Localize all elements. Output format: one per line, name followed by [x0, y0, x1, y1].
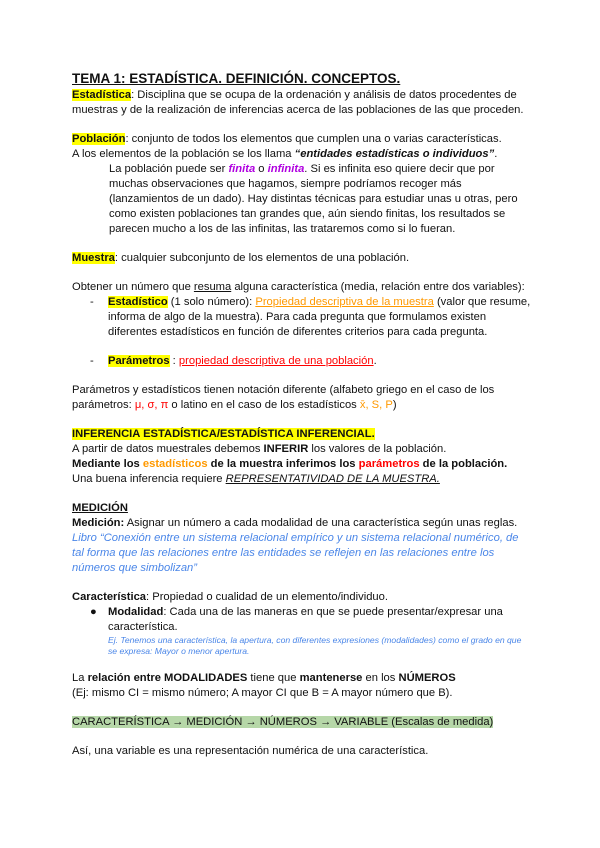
infinita-word: infinita	[267, 163, 305, 175]
document-page	[72, 70, 532, 759]
finita-word: finita	[228, 163, 256, 175]
page-title: TEMA 1: ESTADÍSTICA. DEFINICIÓN. CONCEPTOS.	[72, 71, 401, 86]
estadistico-term: Estadístico	[108, 296, 168, 308]
medicion-heading: MEDICIÓN	[72, 502, 128, 514]
parametros-definition-link: propiedad descriptiva de una población	[178, 355, 374, 367]
medicion-definition: Medición: Asignar un número a cada modalidad de una característica según unas reglas.	[72, 517, 518, 529]
parametros-term: Parámetros	[108, 355, 170, 367]
muestra-definition: Muestra: cualquier subconjunto de los elementos de una población.	[72, 252, 410, 264]
estadistica-definition: Estadística: Disciplina que se ocupa de la ordenación y análisis de datos procedentes de muestras y de la realización de inferencias acerca de las poblaciones de las que proceden.	[72, 89, 524, 116]
estadistica-term: Estadística	[72, 89, 132, 101]
inferencia-line-2: Mediante los estadísticos de la muestra inferimos los parámetros de la población.	[72, 458, 508, 470]
greek-symbols: μ, σ, π	[134, 399, 169, 411]
caracteristica-definition: Característica: Propiedad o cualidad de un elemento/individuo.	[72, 591, 388, 603]
latin-symbols: x̄, S, P	[359, 399, 393, 411]
medicion-quote: Libro “Conexión entre un sistema relacional empírico y un sistema relacional numérico, de tal forma que las relaciones entre las entidades se reflejen en las relaciones entre los números que simbolizan”	[72, 532, 519, 574]
list-item-estadistico: - Estadístico (1 solo número): Propiedad descriptiva de la muestra (valor que resume, informa de algo de la muestra). Para cada pregunta que formulamos existen diferentes estadísticos en función de diferentes criterios para cada pregunta.	[90, 296, 531, 338]
relacion-line-1: La relación entre MODALIDADES tiene que mantenerse en los NÚMEROS	[72, 672, 456, 684]
relacion-line-2: (Ej: mismo CI = mismo número; A mayor CI que B = A mayor número que B).	[72, 687, 453, 699]
cadena-line: CARACTERÍSTICA → MEDICIÓN → NÚMEROS → VARIABLE (Escalas de medida)	[72, 716, 494, 728]
list-item-modalidad: ● Modalidad: Cada una de las maneras en que se puede presentar/expresar una característica.	[90, 606, 503, 633]
poblacion-definition: Población: conjunto de todos los elementos que cumplen una o varias características.	[72, 133, 502, 145]
list-item-parametros: - Parámetros : propiedad descriptiva de una población.	[90, 355, 377, 367]
round-bullet: ●	[90, 606, 97, 618]
poblacion-individuos: A los elementos de la población se los llama “entidades estadísticas o individuos”.	[72, 148, 498, 160]
dash-bullet: -	[90, 296, 94, 308]
dash-bullet: -	[90, 355, 94, 367]
inferencia-line-1: A partir de datos muestrales debemos INFERIR los valores de la población.	[72, 443, 447, 455]
inferencia-heading: INFERENCIA ESTADÍSTICA/ESTADÍSTICA INFERENCIAL.	[72, 428, 375, 440]
notacion-paragraph: Parámetros y estadísticos tienen notación diferente (alfabeto griego en el caso de los parámetros: μ, σ, π o latino en el caso de los estadísticos x̄, S, P)	[72, 384, 495, 411]
modalidad-example: Ej. Tenemos una característica, la apertura, con diferentes expresiones (modalidades) como el grado en que se expresa: Mayor o menor apertura.	[108, 635, 522, 656]
muestra-term: Muestra	[72, 252, 115, 264]
poblacion-term: Población	[72, 133, 126, 145]
poblacion-paragraph: La población puede ser finita o infinita. Si es infinita eso quiere decir que por muchas observaciones que hagamos, siempre podríamos recoger más (lanzamientos de un dado). Hay distintas técnicas para estudiar unas u otras, pero como existen poblaciones tan grandes que, aún siendo finitas, los resultados se parecen mucho a los de las infinitas, las trataremos como si lo fueran.	[109, 163, 518, 235]
obtener-line: Obtener un número que resuma alguna característica (media, relación entre dos variables):	[72, 281, 525, 293]
inferencia-line-3: Una buena inferencia requiere REPRESENTATIVIDAD DE LA MUESTRA.	[72, 473, 440, 485]
conclusion-line: Así, una variable es una representación numérica de una característica.	[72, 745, 429, 757]
estadistico-definition-link: Propiedad descriptiva de la muestra	[255, 296, 434, 308]
